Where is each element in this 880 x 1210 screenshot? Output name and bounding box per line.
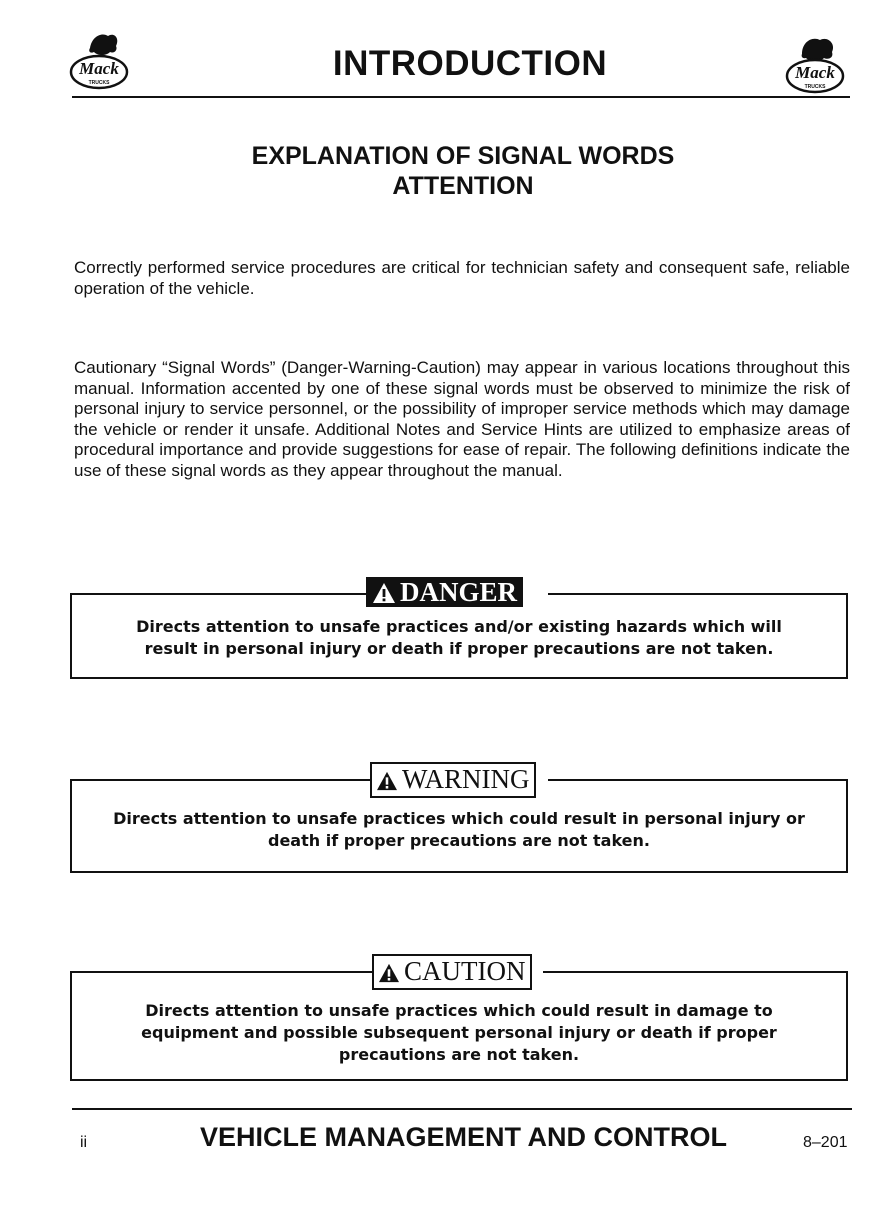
svg-text:Mack: Mack [79,59,119,78]
caution-description: Directs attention to unsafe practices which could result in damage to equipment and possible subsequent personal injury or death if proper precautions are not taken. [141,1001,777,1064]
footer-page-number: ii [80,1134,88,1151]
svg-text:TRUCKS: TRUCKS [88,80,110,86]
mack-logo-left [68,28,130,94]
footer-section-code: 8–201 [803,1134,848,1151]
warning-description: Directs attention to unsafe practices which could result in personal injury or death if proper precautions are not taken. [113,809,805,850]
signal-words-paragraph: Cautionary “Signal Words” (Danger-Warning-Caution) may appear in various locations throughout this manual. Information accented by one of these signal words must be observed to minimize the risk of personal injury to service personnel, or the possibility of improper service methods which may damage the vehicle or render it unsafe. Additional Notes and Service Hints are utilized to emphasize areas of procedural importance and provide suggestions for ease of repair. The following definitions indicate the use of these signal words as they appear throughout the manual. [74,358,850,480]
warning-label: WARNING [370,762,536,798]
header-divider [72,96,850,98]
intro-paragraph: Correctly performed service procedures are critical for technician safety and consequent safe, reliable operation of the vehicle. [74,258,850,298]
danger-description: Directs attention to unsafe practices and/or existing hazards which will result in personal injury or death if proper precautions are not taken. [136,617,782,658]
danger-label: DANGER [366,577,523,607]
warning-triangle-icon [376,771,398,791]
warning-triangle-icon [372,582,396,604]
section-subtitle: ATTENTION [392,172,534,200]
mack-logo-right [784,32,846,98]
footer-title: VEHICLE MANAGEMENT AND CONTROL [200,1122,727,1152]
caution-label: CAUTION [372,954,532,990]
warning-triangle-icon [378,963,400,983]
svg-text:Mack: Mack [795,63,835,82]
page-header-title: INTRODUCTION [332,44,608,83]
svg-text:TRUCKS: TRUCKS [804,84,826,90]
section-title: EXPLANATION OF SIGNAL WORDS [251,142,675,170]
footer-divider [72,1108,852,1110]
